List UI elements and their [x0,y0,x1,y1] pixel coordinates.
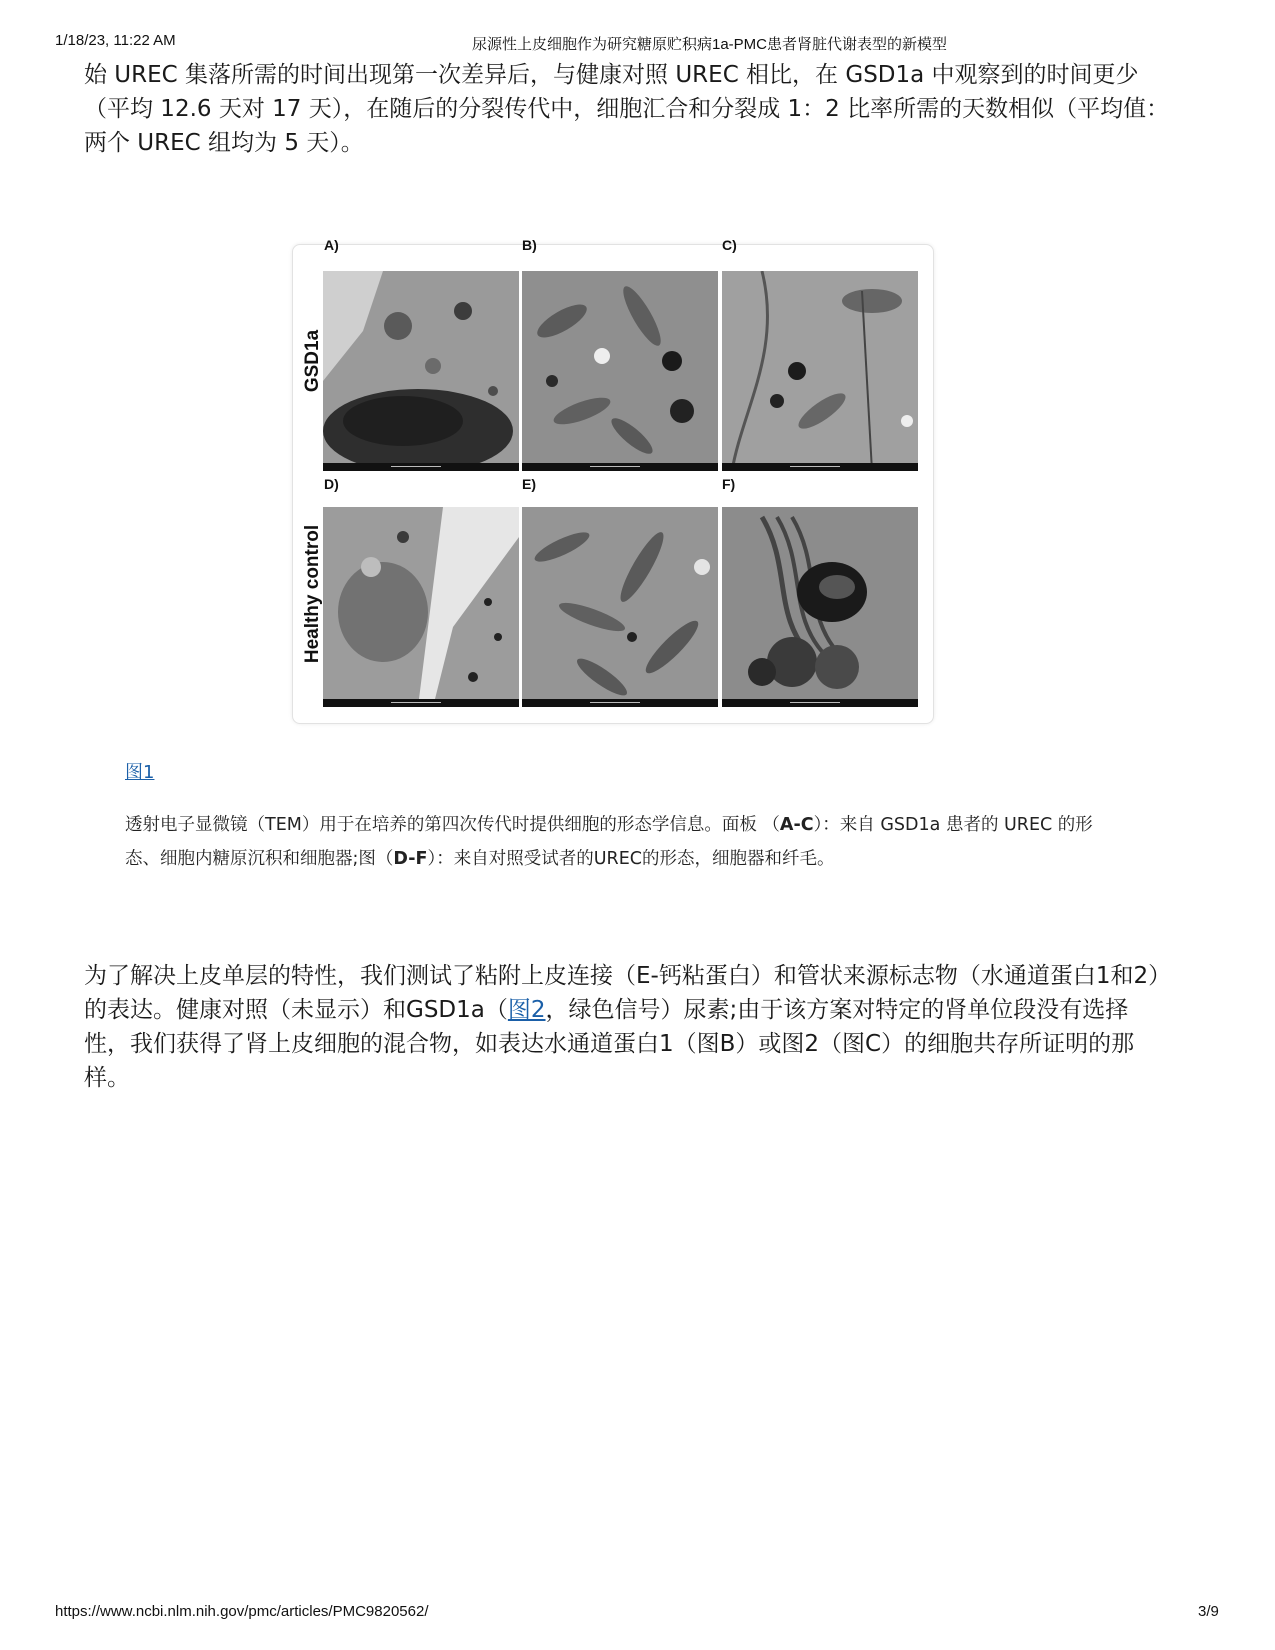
page-number: 3/9 [1198,1603,1219,1620]
caption-bold-a-c: A-C [779,815,814,835]
figure-1-caption [125,808,1125,876]
figure-2-link[interactable]: 图2 [507,997,546,1023]
panel-letter-c: C) [722,237,737,253]
caption-text-2: ）：来自 GSD1a 患者的 UREC 的形态、细胞内糖原沉积和细胞器;图（ [125,815,1093,869]
footer-url: https://www.ncbi.nlm.nih.gov/pmc/articles/PMC9820562/ [55,1603,429,1620]
panel-a-micrograph [323,271,519,471]
panel-e-micrograph [522,507,718,707]
panel-letter-e: E) [522,476,536,492]
paragraph-growth-timing: 始 UREC 集落所需的时间出现第一次差异后，与健康对照 UREC 相比，在 GSD1a 中观察到的时间更少（平均 12.6 天对 17 天），在随后的分裂传代中，细胞汇合和分裂成 1：2 比率所需的天数相似（平均值： 两个 UREC 组均为 5 天）。 [84,62,1170,156]
caption-bold-d-f: D-F [393,849,428,869]
print-date: 1/18/23, 11:22 AM [55,32,176,49]
panel-letter-b: B) [522,237,537,253]
row-label-healthy-control: Healthy control [302,524,323,664]
caption-text-1: 透射电子显微镜（TEM）用于在培养的第四次传代时提供细胞的形态学信息。面板 （ [125,815,780,835]
paragraph2-text-1: 为了解决上皮单层的特性，我们测试了粘附上皮连接（E-钙粘蛋白）和管状来源标志物（水通道蛋白1和2）的表达。健康对照（未显示）和GSD1a（ [84,963,1172,1023]
panel-d-micrograph [323,507,519,707]
paragraph-epithelial-markers [84,959,1174,1095]
caption-text-3: ）：来自对照受试者的UREC的形态，细胞器和纤毛。 [427,849,835,869]
figure-1-link[interactable]: 图1 [125,762,155,783]
panel-letter-f: F) [722,476,736,492]
panel-letter-a: A) [324,237,339,253]
panel-b-micrograph [522,271,718,471]
page-title: 尿源性上皮细胞作为研究糖原贮积病1a-PMC患者肾脏代谢表型的新模型 [472,36,948,53]
panel-c-micrograph [722,271,918,471]
panel-f-micrograph [722,507,918,707]
row-label-gsd1a: GSD1a [302,329,323,393]
panel-letter-d: D) [324,476,339,492]
paragraph2-text-2: ，绿色信号）尿素;由于该方案对特定的肾单位段没有选择性，我们获得了肾上皮细胞的混合物，如表达水通道蛋白1（图B）或图2（图C）的细胞共存所证明的那样。 [84,997,1135,1091]
figure-1-tem-panels [292,237,934,724]
